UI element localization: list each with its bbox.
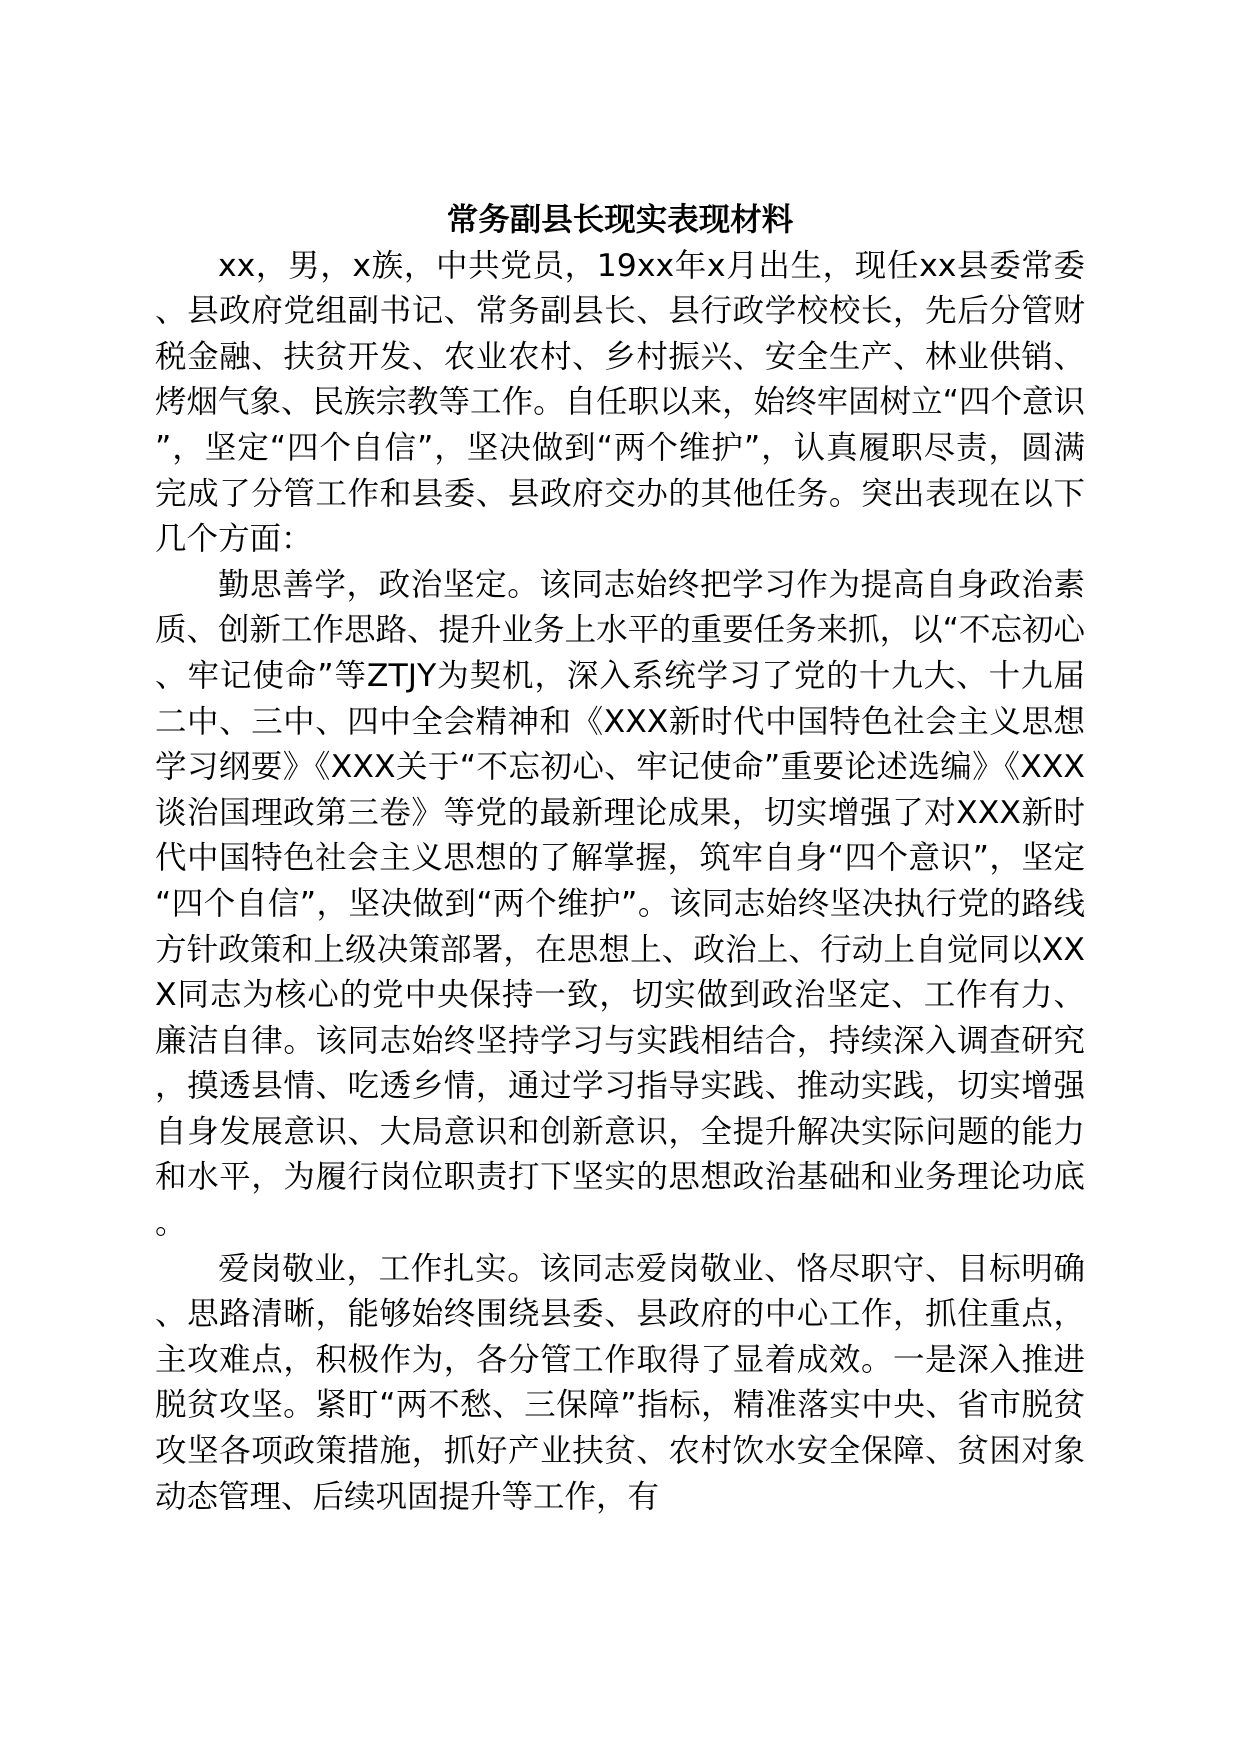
document-title: 常务副县长现实表现材料 [446,202,794,238]
paragraph-intro: xx，男，x族，中共党员，19xx年x月出生，现任xx县委常委、县政府党组副书记、常务副县长、县行政学校校长，先后分管财税金融、扶贫开发、农业农村、乡村振兴、安全生产、林业供销、烤烟气象、民族宗教等工作。自任职以来，始终牢固树立“四个意识”，坚定“四个自信”，坚决做到“两个维护”，认真履职尽责，圆满完成了分管工作和县委、县政府交办的其他任务。突出表现在以下几个方面： [155,247,1085,558]
paragraph-dedication-work: 爱岗敬业，工作扎实。该同志爱岗敬业、恪尽职守、目标明确、思路清晰，能够始终围绕县委、县政府的中心工作，抓住重点，主攻难点，积极作为，各分管工作取得了显着成效。一是深入推进脱贫攻坚。紧盯“两不愁、三保障”指标，精准落实中央、省市脱贫攻坚各项政策措施，抓好产业扶贫、农村饮水安全保障、贫困对象动态管理、后续巩固提升等工作，有 [155,1250,1085,1515]
document-body [155,198,1085,1520]
paragraph-study-politics: 勤思善学，政治坚定。该同志始终把学习作为提高自身政治素质、创新工作思路、提升业务上水平的重要任务来抓，以“不忘初心、牢记使命”等ZTJY为契机，深入系统学习了党的十九大、十九届二中、三中、四中全会精神和《XXX新时代中国特色社会主义思想学习纲要》《XXX关于“不忘初心、牢记使命”重要论述选编》《XXX谈治国理政第三卷》等党的最新理论成果，切实增强了对XXX新时代中国特色社会主义思想的了解掌握，筑牢自身“四个意识”，坚定“四个自信”，坚决做到“两个维护”。该同志始终坚决执行党的路线方针政策和上级决策部署，在思想上、政治上、行动上自觉同以XXX同志为核心的党中央保持一致，切实做到政治坚定、工作有力、廉洁自律。该同志始终坚持学习与实践相结合，持续深入调查研究，摸透县情、吃透乡情，通过学习指导实践、推动实践，切实增强自身发展意识、大局意识和创新意识，全提升解决实际问题的能力和水平，为履行岗位职责打下坚实的思想政治基础和业务理论功底。 [155,566,1085,1242]
